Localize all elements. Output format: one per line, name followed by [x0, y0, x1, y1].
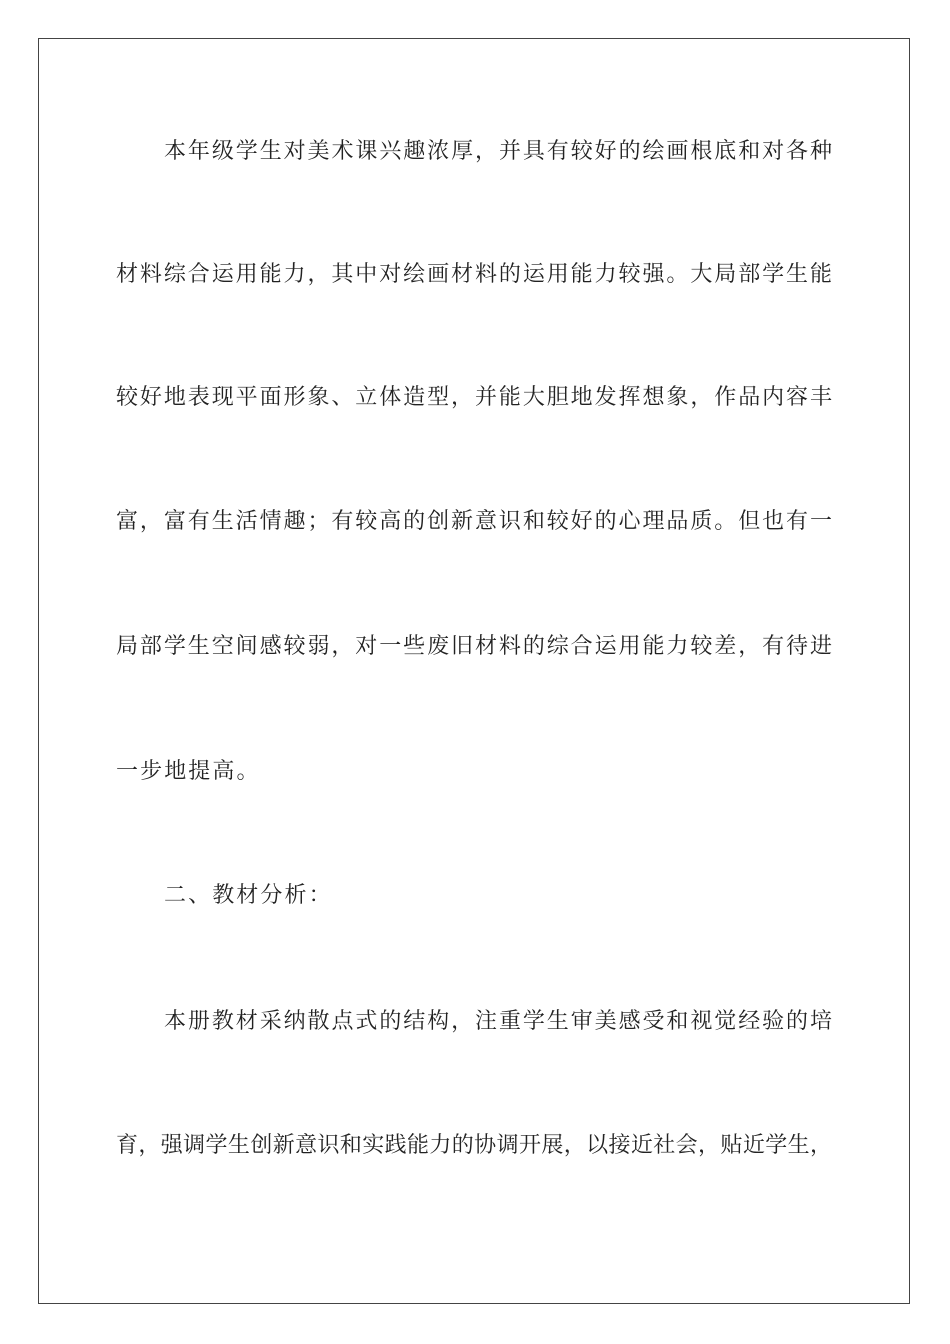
paragraph-line: 较好地表现平面形象、立体造型，并能大胆地发挥想象，作品内容丰 [116, 385, 832, 410]
paragraph-line: 材料综合运用能力，其中对绘画材料的运用能力较强。大局部学生能 [116, 262, 832, 287]
paragraph-line: 本年级学生对美术课兴趣浓厚，并具有较好的绘画根底和对各种 [164, 139, 832, 164]
paragraph-line-last: 一步地提高。 [116, 759, 261, 784]
paragraph-line: 育，强调学生创新意识和实践能力的协调开展，以接近社会，贴近学生， [116, 1133, 832, 1158]
paragraph-line: 富，富有生活情趣；有较高的创新意识和较好的心理品质。但也有一 [116, 509, 832, 534]
paragraph-line: 本册教材采纳散点式的结构，注重学生审美感受和视觉经验的培 [164, 1009, 832, 1034]
section-heading: 二、教材分析： [164, 883, 333, 908]
page-border [38, 38, 910, 1304]
paragraph-line: 局部学生空间感较弱，对一些废旧材料的综合运用能力较差，有待进 [116, 634, 832, 659]
